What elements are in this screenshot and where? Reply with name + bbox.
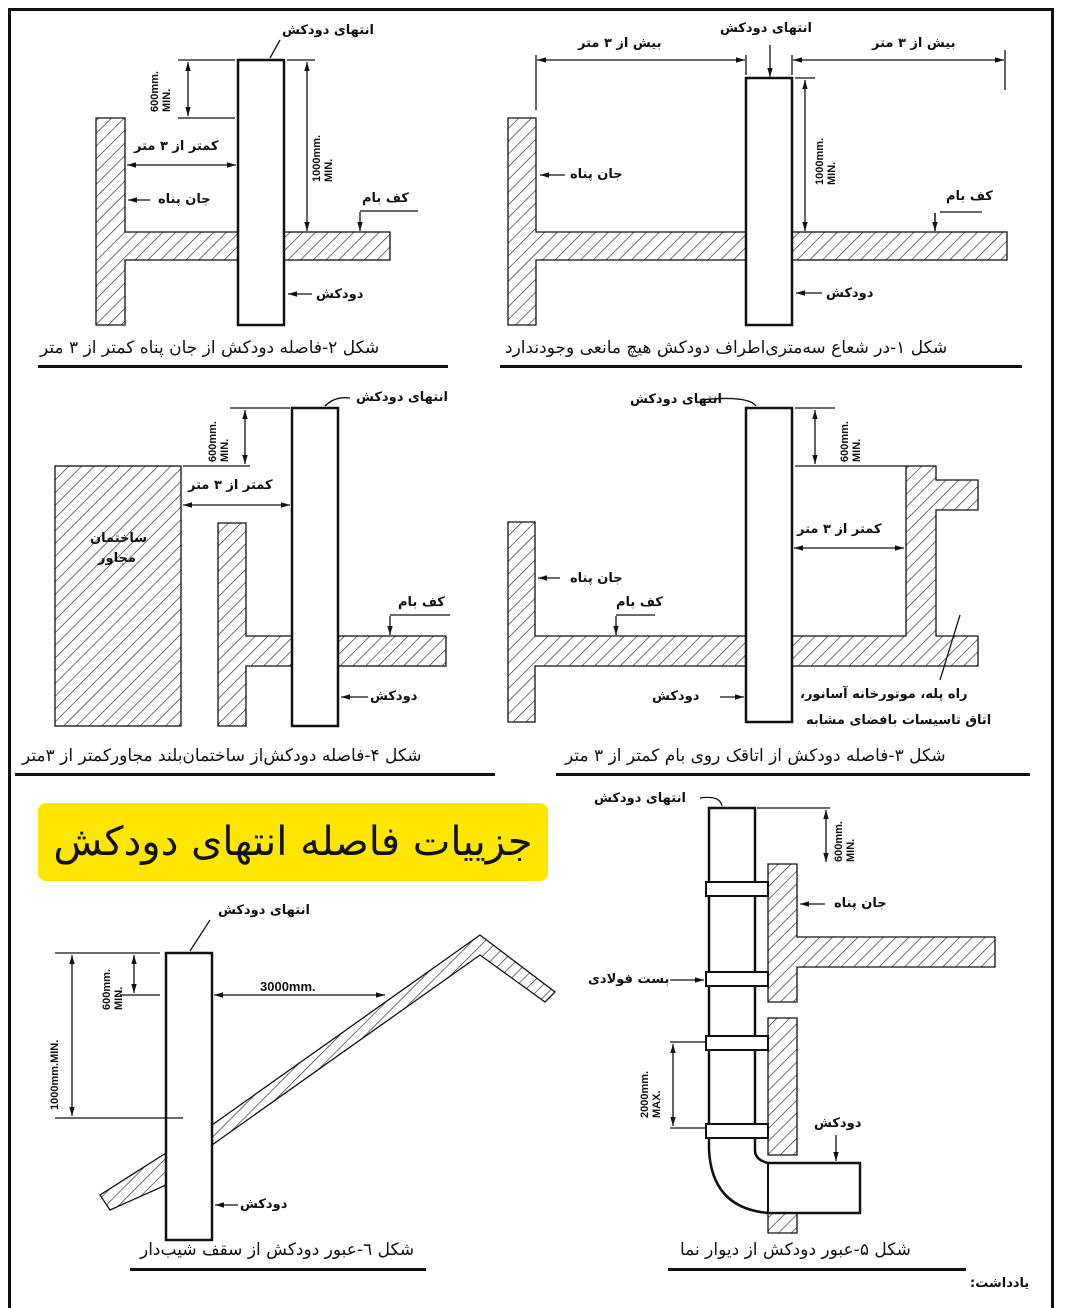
label-chimney-fig3: دودکش [652, 689, 700, 704]
label-chimney-fig2: دودکش [316, 287, 364, 302]
dim-1000-min-fig6: 1000mm.MIN. [49, 1039, 61, 1110]
caption-underline-1 [500, 365, 1022, 368]
dim-1000-fig1: 1000mm. MIN. [814, 137, 838, 185]
label-chimney-top-fig2: انتهای دودکش [282, 23, 374, 38]
label-chimney-fig4: دودکش [370, 689, 418, 704]
caption-underline-4 [15, 773, 495, 776]
caption-figure-2: شکل ۲-فاصله دودکش از جان پناه کمتر از ۳ متر [40, 338, 380, 358]
note-label: یادداشت: [970, 1276, 1030, 1291]
label-chimney-top-fig3: انتهای دودکش [630, 392, 722, 407]
dim-600-fig5: 600mm. MIN. [833, 821, 857, 862]
title-banner [38, 803, 548, 881]
label-less-than-3m-fig3: کمتر از ۳ متر [797, 522, 882, 537]
label-rooftop-room-line2: اتاق تاسیسات بافضای مشابه [806, 713, 992, 728]
caption-underline-3 [556, 773, 1030, 776]
label-steel-strap: بست فولادی [588, 972, 670, 987]
label-chimney-fig1: دودکش [826, 286, 874, 301]
label-adjacent-building-line1: ساختمان [90, 531, 148, 546]
figure-1 [508, 45, 1007, 325]
label-more-than-3m-left-fig1: بیش از ۳ متر [578, 36, 662, 51]
label-more-than-3m-right-fig1: بیش از ۳ متر [872, 36, 956, 51]
dim-600-fig4: 600mm. MIN. [207, 421, 231, 462]
dim-3000-fig6: 3000mm. [260, 979, 316, 994]
figure-5 [670, 797, 995, 1233]
label-parapet-fig5: جان پناه [834, 896, 887, 911]
label-chimney-fig6: دودکش [240, 1197, 288, 1212]
label-parapet-fig2: جان پناه [158, 192, 211, 207]
label-rooftop-room-line1: راه پله، موتورخانه آسانور، [800, 687, 968, 702]
caption-underline-2 [38, 365, 448, 368]
figure-6 [55, 920, 555, 1240]
label-roof-floor-fig3: کف بام [616, 595, 663, 610]
label-less-than-3m-fig2: کمتر از ۳ متر [134, 139, 219, 154]
dim-600-fig6: 600mm. MIN. [101, 969, 125, 1010]
dim-600-fig3: 600mm. MIN. [839, 421, 863, 462]
label-less-than-3m-fig4: کمتر از ۳ متر [188, 478, 273, 493]
dim-2000-max-fig5: 2000mm. MAX. [639, 1070, 663, 1118]
label-parapet-fig1: جان پناه [570, 167, 623, 182]
caption-figure-5: شکل ۵-عبور دودکش از دیوار نما [680, 1240, 911, 1260]
label-chimney-fig5: دودکش [814, 1116, 862, 1131]
label-roof-floor-fig1: کف بام [946, 189, 993, 204]
label-chimney-top-fig5: انتهای دودکش [594, 791, 686, 806]
figure-3 [508, 398, 978, 722]
label-adjacent-building-line2: مجاور [98, 551, 136, 566]
label-parapet-fig3: جان پناه [570, 571, 623, 586]
label-chimney-top-fig6: انتهای دودکش [218, 903, 310, 918]
caption-figure-1: شکل ۱-در شعاع سه‌متری‌اطراف دودکش هیچ مانعی وجودندارد [505, 338, 948, 358]
label-chimney-top-fig4: انتهای دودکش [356, 390, 448, 405]
caption-figure-4: شکل ۴-فاصله دودکش‌از ساختمان‌بلند مجاورکمتر از ۳متر [22, 746, 422, 766]
caption-figure-6: شکل ٦-عبور دودکش از سقف شیب‌دار [140, 1240, 415, 1260]
dim-600-fig2: 600mm. MIN. [149, 71, 173, 112]
label-chimney-top-fig1: انتهای دودکش [720, 21, 812, 36]
figure-2 [96, 40, 418, 325]
caption-underline-5 [668, 1268, 966, 1271]
label-roof-floor-fig2: کف بام [362, 191, 409, 206]
caption-underline-6 [130, 1268, 426, 1271]
label-roof-floor-fig4: کف بام [398, 595, 445, 610]
caption-figure-3: شکل ۳-فاصله دودکش از اتاقک روی بام کمتر از ۳ متر [565, 746, 946, 766]
page-title: جزییات فاصله انتهای دودکش [53, 819, 533, 865]
dim-1000-fig2: 1000mm. MIN. [311, 134, 335, 182]
